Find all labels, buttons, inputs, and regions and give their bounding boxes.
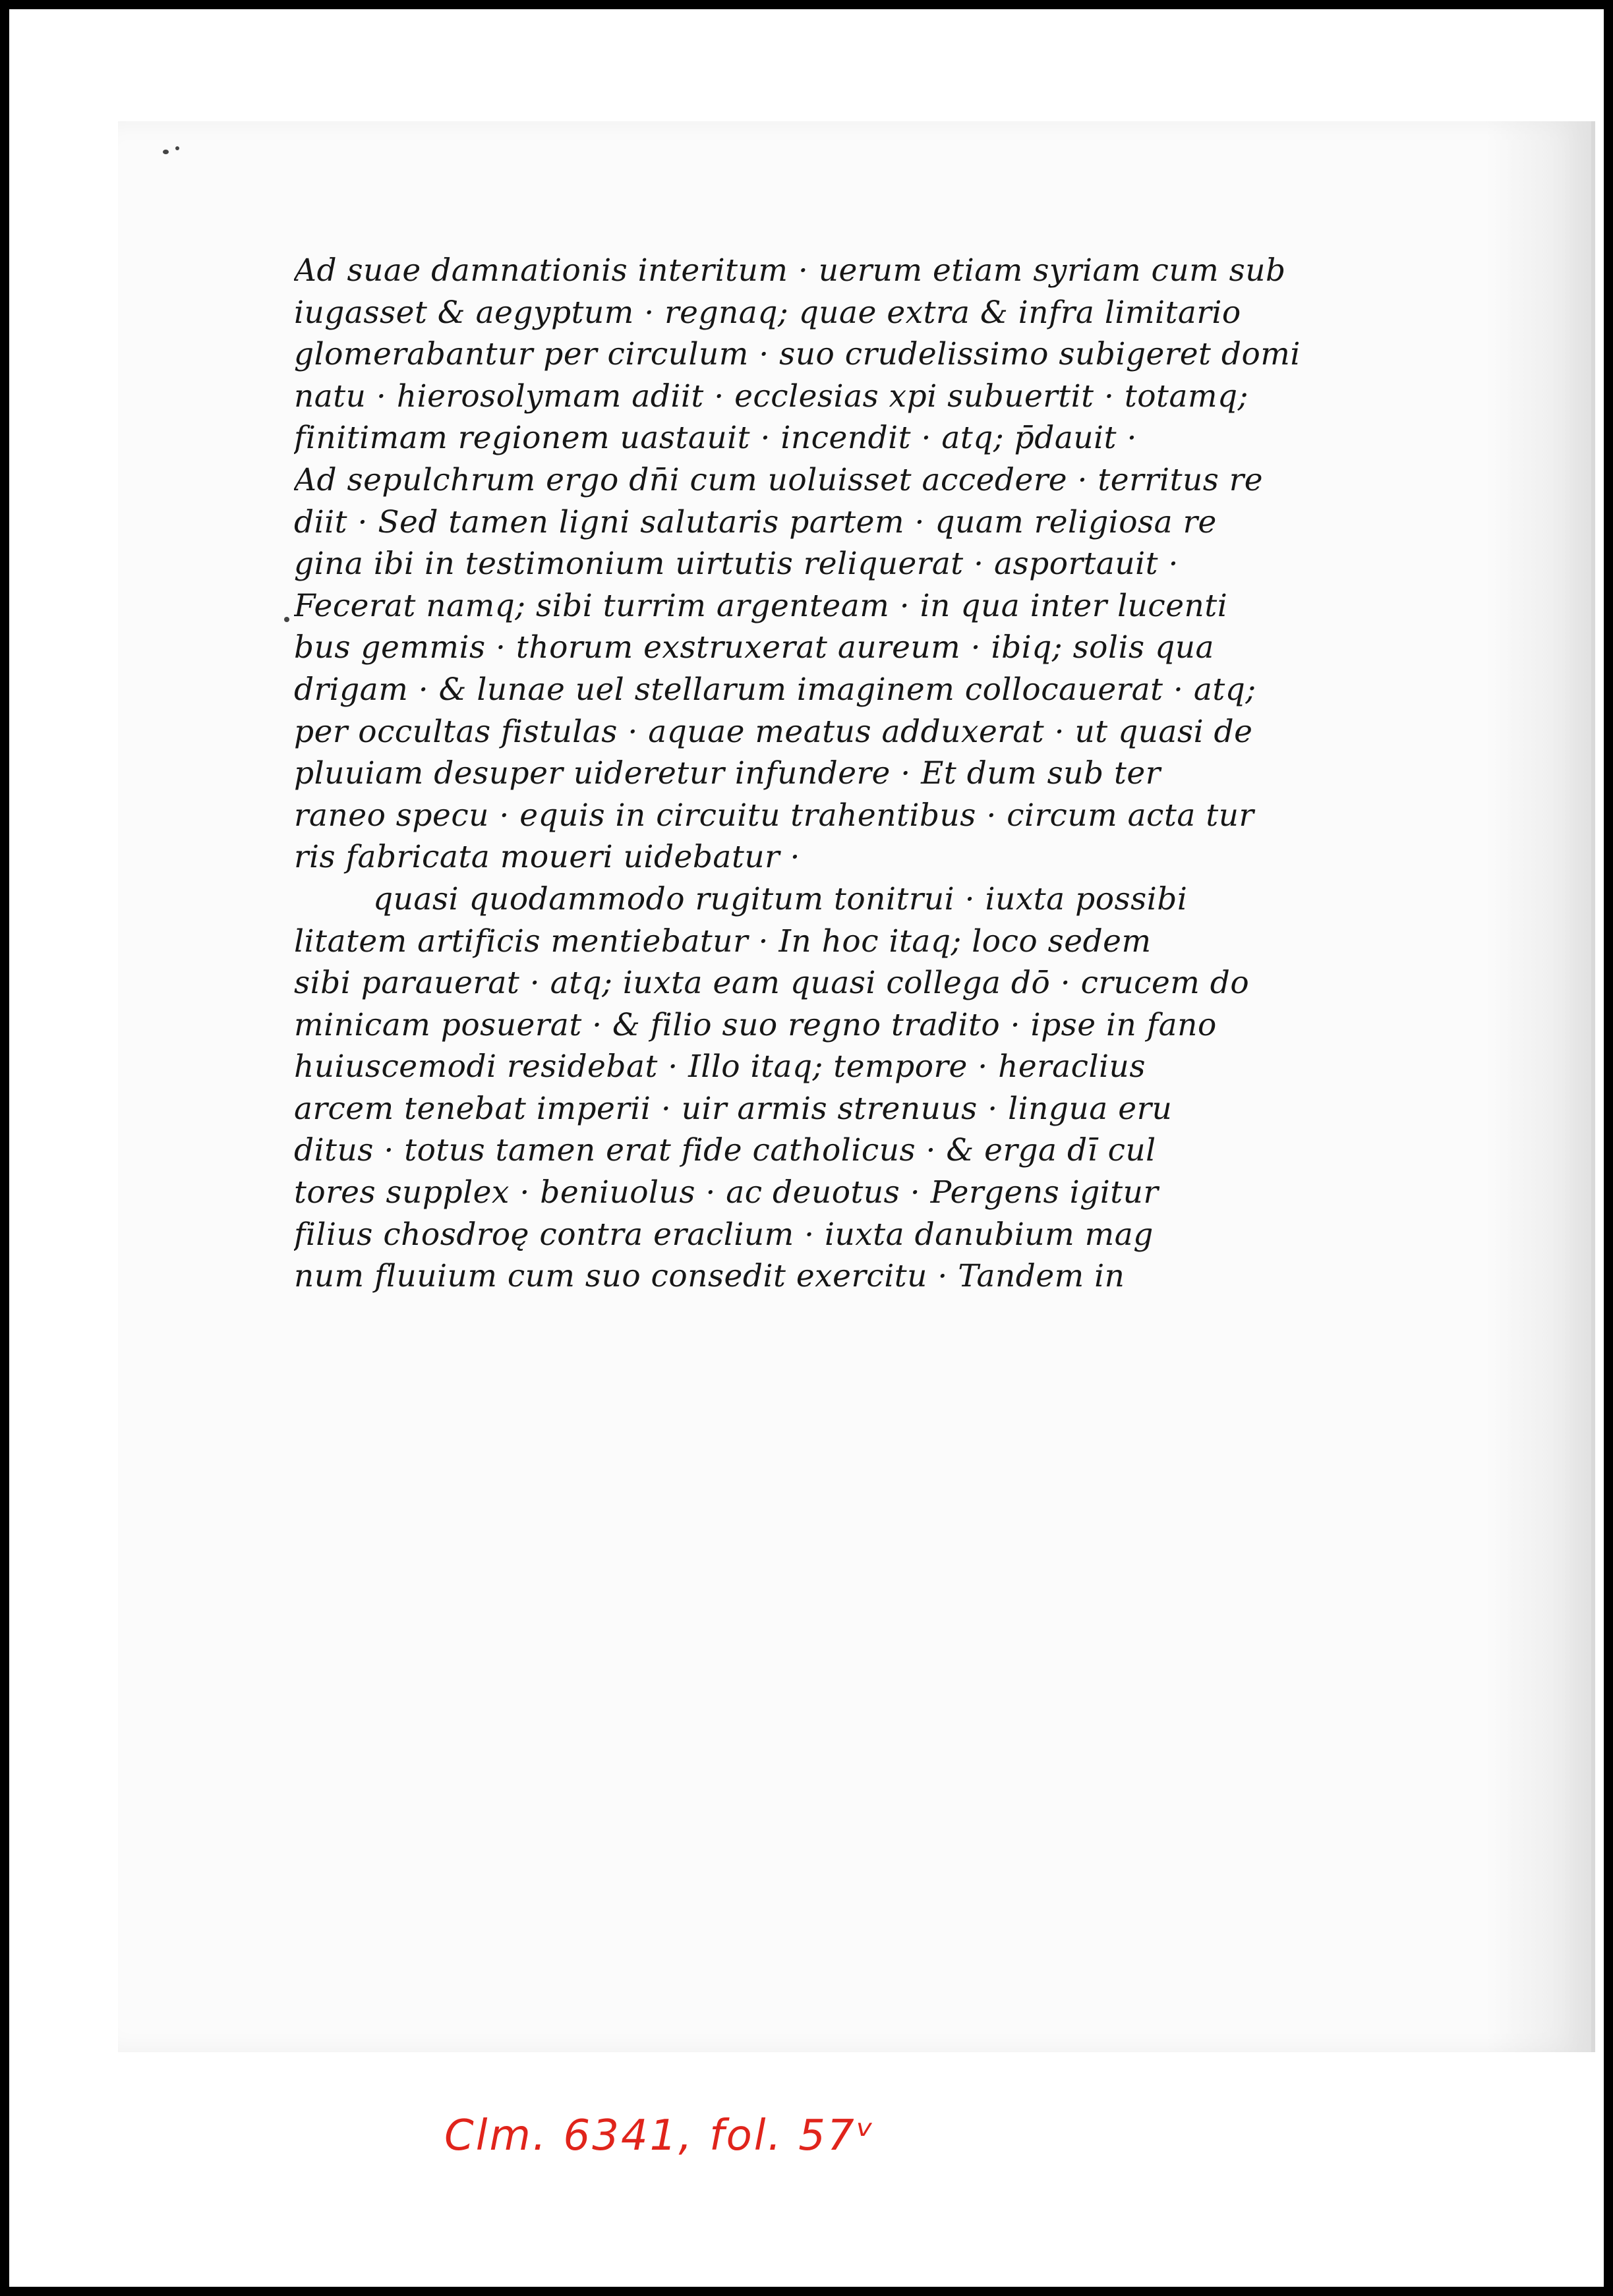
text-line: ris fabricata moueri uidebatur ·: [294, 839, 800, 876]
text-line: iugasset & aegyptum · regnaq; quae extra & infra limitario: [294, 294, 1241, 331]
text-line: arcem tenebat imperii · uir armis strenuus · lingua eru: [294, 1090, 1173, 1127]
text-line: sibi parauerat · atq; iuxta eam quasi collega dō · crucem do: [294, 965, 1250, 1002]
text-line: raneo specu · equis in circuitu trahentibus · circum acta tur: [294, 797, 1254, 834]
text-line: gina ibi in testimonium uirtutis reliquerat · asportauit ·: [294, 546, 1179, 583]
text-line: ditus · totus tamen erat fide catholicus · & erga dī cul: [294, 1132, 1156, 1169]
text-line: diit · Sed tamen ligni salutaris partem · quam religiosa re: [294, 503, 1217, 540]
leaf-edge-shadow: [1486, 121, 1591, 2052]
text-line: per occultas fistulas · aquae meatus adduxerat · ut quasi de: [294, 713, 1253, 750]
text-line: finitimam regionem uastauit · incendit · atq; p̄dauit ·: [294, 420, 1137, 457]
text-line: minicam posuerat · & filio suo regno tradito · ipse in fano: [294, 1006, 1217, 1043]
text-line: tores supplex · beniuolus · ac deuotus · Pergens igitur: [294, 1174, 1159, 1211]
text-line: Fecerat namq; sibi turrim argenteam · in qua inter lucenti: [294, 587, 1228, 624]
ink-speck: [163, 150, 169, 154]
scan-sheet: [9, 9, 1604, 2287]
text-line: num fluuium cum suo consedit exercitu · Tandem in: [294, 1258, 1125, 1295]
ink-speck: [284, 617, 289, 622]
ink-speck: [175, 146, 179, 150]
text-line: Ad suae damnationis interitum · uerum etiam syriam cum sub: [294, 252, 1286, 289]
text-line: drigam · & lunae uel stellarum imaginem collocauerat · atq;: [294, 671, 1256, 708]
text-line: Ad sepulchrum ergo dn̄i cum uoluisset accedere · territus re: [294, 461, 1264, 498]
text-line: pluuiam desuper uideretur infundere · Et dum sub ter: [294, 755, 1161, 792]
text-line: quasi quodammodo rugitum tonitrui · iuxta possibi: [373, 880, 1188, 917]
text-line: huiuscemodi residebat · Illo itaq; tempore · heraclius: [294, 1048, 1146, 1085]
shelfmark-annotation: Clm. 6341, fol. 57ᵛ: [444, 2111, 876, 2160]
text-line: litatem artificis mentiebatur · In hoc itaq; loco sedem: [294, 923, 1152, 960]
text-line: bus gemmis · thorum exstruxerat aureum · ibiq; solis qua: [294, 629, 1214, 666]
text-line: natu · hierosolymam adiit · ecclesias xpi subuertit · totamq;: [294, 378, 1248, 415]
text-line: glomerabantur per circulum · suo crudelissimo subigeret domi: [294, 336, 1301, 373]
manuscript-text: [294, 250, 1441, 1298]
text-line: filius chosdroę contra eraclium · iuxta danubium mag: [294, 1216, 1154, 1253]
